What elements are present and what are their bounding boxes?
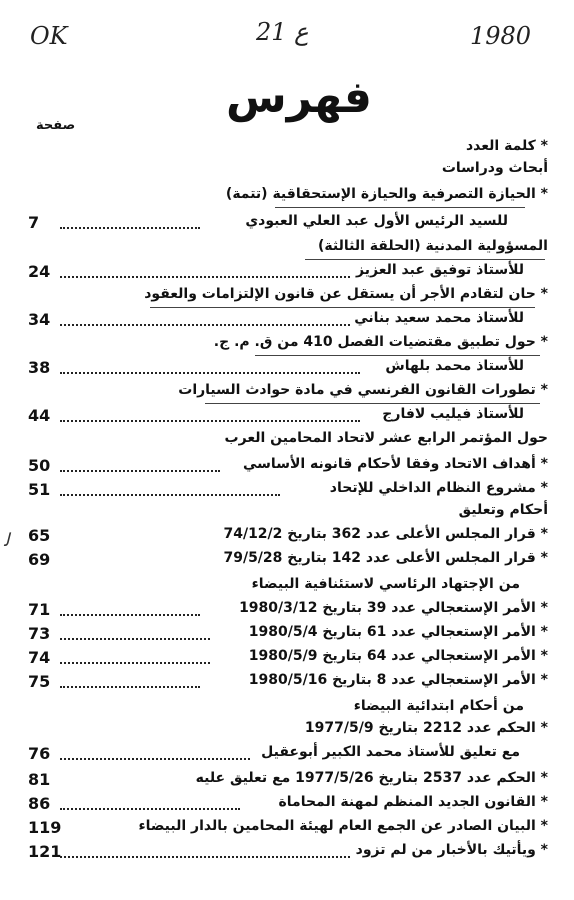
- toc-entry: [28, 358, 548, 380]
- toc-entry: [28, 310, 548, 332]
- entry-text: المسؤولية المدنية (الحلقة الثالثة): [318, 238, 548, 254]
- entry-text: * حان لتقادم الأجر أن يستقل عن قانون الإلتزامات والعقود: [144, 286, 548, 302]
- entry-text: للأستاذ محمد بلهاش: [385, 358, 524, 374]
- handwritten-year: 1980: [470, 22, 532, 50]
- toc-entry: [28, 770, 548, 792]
- dot-leader: [60, 372, 360, 374]
- dot-leader: [60, 808, 240, 810]
- page-number: 76: [28, 744, 51, 763]
- entry-text: * البيان الصادر عن الجمع العام لهيئة المحامين بالدار البيضاء: [138, 818, 548, 834]
- toc-entry: [28, 406, 548, 428]
- page-number: 121: [28, 842, 62, 861]
- toc-entry: [28, 262, 548, 284]
- dot-leader: [60, 276, 350, 278]
- dot-leader: [60, 227, 200, 229]
- page-number: 51: [28, 480, 51, 499]
- toc-entry: [28, 334, 548, 356]
- page-number: 73: [28, 624, 51, 643]
- dot-leader: [60, 420, 360, 422]
- dot-leader: [60, 856, 350, 858]
- entry-text: أحكام وتعليق: [458, 502, 548, 518]
- toc-entry: [28, 286, 548, 308]
- page-number: 69: [28, 550, 51, 569]
- entry-text: للأستاذ محمد سعيد بناني: [354, 310, 524, 326]
- toc-entry: [28, 526, 548, 548]
- page-number: 7: [28, 213, 40, 232]
- page-title: فهرس: [226, 72, 372, 123]
- entry-text: * الحكم عدد 2212 بتاريخ 1977/5/9: [304, 720, 548, 736]
- page-number: 50: [28, 456, 51, 475]
- entry-text: * كلمة العدد: [465, 138, 548, 154]
- entry-text: * الأمر الإستعجالي عدد 64 بتاريخ 1980/5/9: [248, 648, 548, 664]
- entry-text: * أهداف الاتحاد وفقا لأحكام قانونه الأساسي: [243, 456, 548, 472]
- page-number: 24: [28, 262, 51, 281]
- toc-entry: [28, 238, 548, 260]
- page-number: 119: [28, 818, 62, 837]
- entry-text: مع تعليق للأستاذ محمد الكبير أبوعقيل: [261, 744, 520, 760]
- dot-leader: [60, 470, 220, 472]
- underline: [205, 403, 540, 404]
- toc-entry: [28, 456, 548, 478]
- toc-entry: [28, 186, 548, 208]
- entry-text: * قرار المجلس الأعلى عدد 142 بتاريخ 79/5/28: [223, 550, 548, 566]
- handwritten-ok: OK: [30, 22, 68, 50]
- page-number: 81: [28, 770, 51, 789]
- page-number: 65: [28, 526, 51, 545]
- underline: [275, 207, 525, 208]
- entry-text: * القانون الجديد المنظم لمهنة المحاماة: [278, 794, 548, 810]
- toc-section-heading: [28, 502, 548, 524]
- toc-section-heading: [28, 160, 548, 182]
- dot-leader: [60, 686, 200, 688]
- toc-entry: [28, 480, 548, 502]
- entry-text: * قرار المجلس الأعلى عدد 362 بتاريخ 74/12/2: [223, 526, 548, 542]
- entry-text: * حول تطبيق مقتضيات الفصل 410 من ق. م. ج.: [213, 334, 548, 350]
- entry-text: للسيد الرئيس الأول عبد العلي العبودي: [245, 213, 508, 229]
- entry-text: من الإجتهاد الرئاسي لاستئنافية البيضاء: [251, 576, 520, 592]
- toc-entry: [28, 720, 548, 742]
- entry-text: * مشروع النظام الداخلي للإتحاد: [329, 480, 548, 496]
- toc-entry: [28, 818, 548, 840]
- entry-text: للأستاذ توفيق عبد العزيز: [356, 262, 524, 278]
- entry-text: حول المؤتمر الرابع عشر لاتحاد المحامين العرب: [224, 430, 548, 446]
- entry-text: * ويأتيك بالأخبار من لم تزود: [355, 842, 548, 858]
- toc-entry: [28, 550, 548, 572]
- underline: [150, 307, 535, 308]
- handwritten-mark: ﻟ: [4, 530, 10, 551]
- page-number: 74: [28, 648, 51, 667]
- entry-text: * الأمر الإستعجالي عدد 61 بتاريخ 1980/5/4: [248, 624, 548, 640]
- toc-entry: [28, 794, 548, 816]
- page-number: 38: [28, 358, 51, 377]
- underline: [255, 355, 540, 356]
- entry-text: * الأمر الإستعجالي عدد 8 بتاريخ 1980/5/16: [248, 672, 548, 688]
- toc-entry: [28, 213, 548, 235]
- toc-subheading: [28, 576, 548, 598]
- page-column-label: صفحة: [36, 118, 76, 133]
- entry-text: * تطورات القانون الفرنسي في مادة حوادث السيارات: [178, 382, 548, 398]
- entry-text: * الحيازة التصرفية والحيازة الإستحقاقية (تتمة): [225, 186, 548, 202]
- toc-entry: [28, 600, 548, 622]
- page-number: 86: [28, 794, 51, 813]
- toc-entry: [28, 672, 548, 694]
- dot-leader: [60, 324, 350, 326]
- underline: [305, 259, 545, 260]
- page-number: 44: [28, 406, 51, 425]
- dot-leader: [60, 758, 250, 760]
- entry-text: * الأمر الإستعجالي عدد 39 بتاريخ 1980/3/12: [239, 600, 548, 616]
- toc-entry: [28, 138, 548, 160]
- entry-text: أبحاث ودراسات: [441, 160, 548, 176]
- dot-leader: [60, 614, 200, 616]
- toc-entry: [28, 842, 548, 864]
- entry-text: للأستاذ فيليب لافارج: [382, 406, 524, 422]
- entry-text: * الحكم عدد 2537 بتاريخ 1977/5/26 مع تعليق عليه: [195, 770, 548, 786]
- page-number: 34: [28, 310, 51, 329]
- entry-text: من أحكام ابتدائية البيضاء: [353, 698, 524, 714]
- toc-entry: [28, 744, 548, 766]
- toc-entry: [28, 648, 548, 670]
- toc-subheading: [28, 698, 548, 720]
- toc-section-heading: [28, 430, 548, 452]
- page-number: 71: [28, 600, 51, 619]
- toc-entry: [28, 382, 548, 404]
- handwritten-issue-number: 21 ع: [256, 18, 309, 46]
- dot-leader: [60, 494, 280, 496]
- dot-leader: [60, 662, 210, 664]
- toc-entry: [28, 624, 548, 646]
- dot-leader: [60, 638, 210, 640]
- page-number: 75: [28, 672, 51, 691]
